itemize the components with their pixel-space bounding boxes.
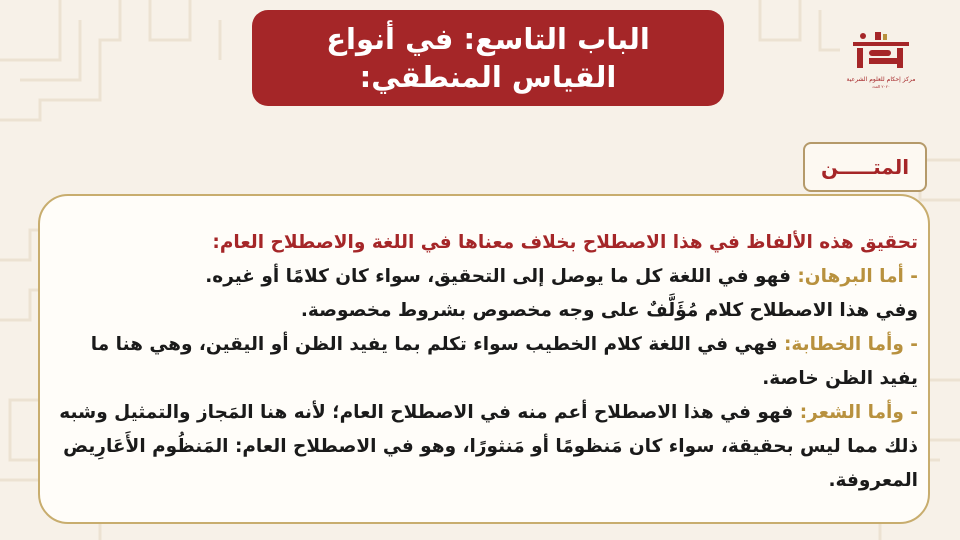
chapter-title-line1: الباب التاسع: في أنواع [326, 22, 650, 56]
shir-paragraph [56, 396, 918, 498]
logo-subtitle-2: ٢٠٢٠ العدد [871, 84, 890, 89]
shir-text: فهو في هذا الاصطلاح أعم منه في الاصطلاح العام؛ لأنه هنا المَجاز والتمثيل وشبه ذلك مما ليس بحقيقة، سواء كان مَنظومًا أو مَنثورًا، وهو في الاصطلاح العام: المَنظُوم الأَعَارِيض المعروفة. [59, 402, 918, 491]
shir-label: - وأما الشعر: [799, 402, 918, 423]
khitaba-label: - وأما الخطابة: [784, 334, 918, 355]
logo [846, 28, 916, 96]
matn-tab [803, 142, 927, 192]
chapter-title [252, 10, 724, 106]
matn-tab-label: المتـــــن [820, 155, 910, 179]
content-text [56, 226, 918, 498]
chapter-title-line2: القياس المنطقي: [359, 60, 617, 94]
logo-subtitle: مركز إحكام للعلوم الشرعية [846, 76, 916, 83]
content-heading: تحقيق هذه الألفاظ في هذا الاصطلاح بخلاف معناها في اللغة والاصطلاح العام: [212, 232, 918, 253]
burhan-paragraph-2: وفي هذا الاصطلاح كلام مُؤَلَّفٌ على وجه مخصوص بشروط مخصوصة. [300, 300, 918, 321]
ihkam-logo-icon [849, 28, 913, 72]
burhan-paragraph [56, 260, 918, 294]
burhan-label: - أما البرهان: [797, 266, 918, 287]
burhan-text: فهو في اللغة كل ما يوصل إلى التحقيق، سواء كان كلامًا أو غيره. [205, 266, 798, 287]
khitaba-text: فهي في اللغة كلام الخطيب سواء تكلم بما يفيد الظن أو اليقين، وهي هنا ما يفيد الظن خاصة. [90, 334, 918, 389]
khitaba-paragraph [56, 328, 918, 396]
